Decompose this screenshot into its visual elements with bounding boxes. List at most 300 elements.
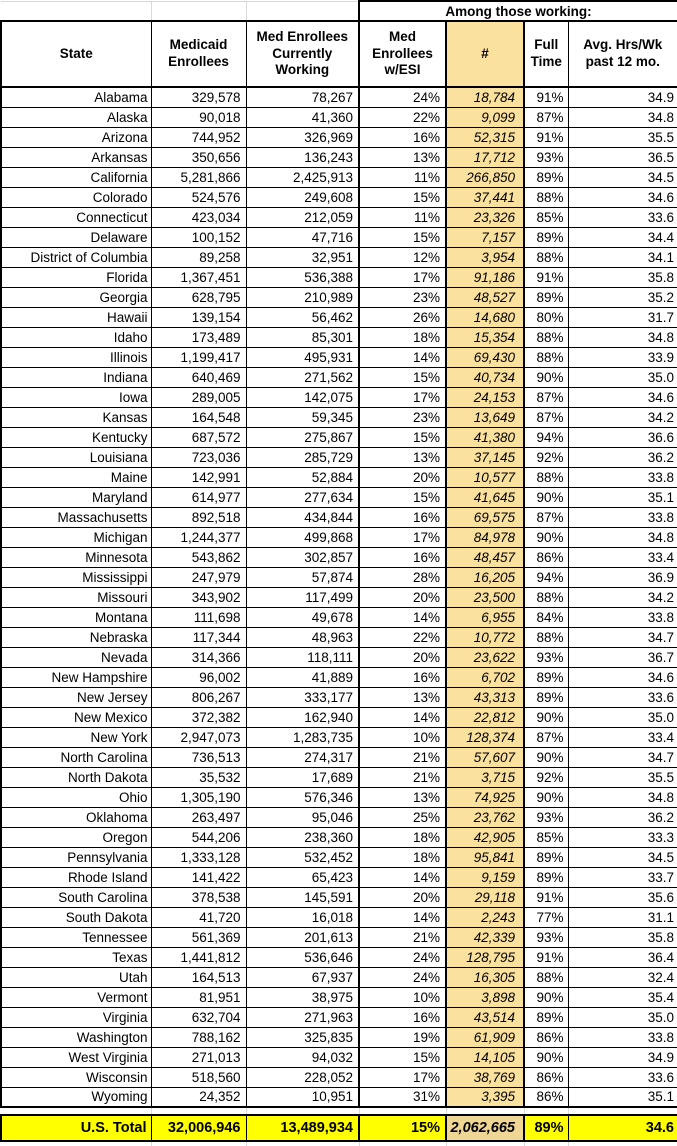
column-header-avg-hrs[interactable]: Avg. Hrs/Wk past 12 mo. [568, 21, 677, 87]
cell-avg-hrs[interactable]: 35.1 [568, 487, 677, 507]
cell-medicaid-enrollees[interactable]: 247,979 [151, 567, 246, 587]
cell-full-time-pct[interactable]: 86% [524, 1087, 568, 1107]
cell-avg-hrs[interactable]: 34.7 [568, 627, 677, 647]
cell-full-time-pct[interactable]: 88% [524, 327, 568, 347]
cell-avg-hrs[interactable]: 33.6 [568, 687, 677, 707]
cell-medicaid-enrollees[interactable]: 687,572 [151, 427, 246, 447]
cell-working-count[interactable]: 91,186 [446, 267, 524, 287]
cell-medicaid-enrollees[interactable]: 5,281,866 [151, 167, 246, 187]
total-label[interactable]: U.S. Total [1, 1115, 151, 1141]
cell-esi-pct[interactable]: 20% [359, 587, 446, 607]
cell-medicaid-enrollees[interactable]: 632,704 [151, 1007, 246, 1027]
cell-currently-working[interactable]: 48,963 [246, 627, 359, 647]
cell-working-count[interactable]: 23,500 [446, 587, 524, 607]
cell-full-time-pct[interactable]: 90% [524, 1047, 568, 1067]
cell-state[interactable]: Virginia [1, 1007, 151, 1027]
cell-working-count[interactable]: 14,105 [446, 1047, 524, 1067]
cell-avg-hrs[interactable]: 35.1 [568, 1087, 677, 1107]
cell-medicaid-enrollees[interactable]: 111,698 [151, 607, 246, 627]
cell-avg-hrs[interactable]: 34.6 [568, 387, 677, 407]
cell-esi-pct[interactable]: 14% [359, 347, 446, 367]
cell-working-count[interactable]: 3,954 [446, 247, 524, 267]
cell-esi-pct[interactable]: 15% [359, 227, 446, 247]
cell-working-count[interactable]: 18,784 [446, 87, 524, 107]
cell-avg-hrs[interactable]: 34.2 [568, 587, 677, 607]
cell-state[interactable]: South Carolina [1, 887, 151, 907]
cell-medicaid-enrollees[interactable]: 173,489 [151, 327, 246, 347]
cell-state[interactable]: Wisconsin [1, 1067, 151, 1087]
cell-medicaid-enrollees[interactable]: 96,002 [151, 667, 246, 687]
cell-esi-pct[interactable]: 24% [359, 967, 446, 987]
cell-currently-working[interactable]: 249,608 [246, 187, 359, 207]
cell-avg-hrs[interactable]: 34.7 [568, 747, 677, 767]
cell-full-time-pct[interactable]: 91% [524, 267, 568, 287]
cell-avg-hrs[interactable]: 33.6 [568, 1067, 677, 1087]
cell-working-count[interactable]: 69,575 [446, 507, 524, 527]
column-header-currently-working[interactable]: Med Enrollees Currently Working [246, 21, 359, 87]
cell-esi-pct[interactable]: 28% [359, 567, 446, 587]
cell-medicaid-enrollees[interactable]: 561,369 [151, 927, 246, 947]
cell-full-time-pct[interactable]: 92% [524, 767, 568, 787]
cell-full-time-pct[interactable]: 88% [524, 347, 568, 367]
cell-currently-working[interactable]: 277,634 [246, 487, 359, 507]
cell-medicaid-enrollees[interactable]: 142,991 [151, 467, 246, 487]
cell-esi-pct[interactable]: 20% [359, 467, 446, 487]
cell-avg-hrs[interactable]: 35.8 [568, 267, 677, 287]
cell-currently-working[interactable]: 271,963 [246, 1007, 359, 1027]
cell-full-time-pct[interactable]: 88% [524, 967, 568, 987]
cell-state[interactable]: West Virginia [1, 1047, 151, 1067]
cell-currently-working[interactable]: 495,931 [246, 347, 359, 367]
cell-avg-hrs[interactable]: 34.5 [568, 847, 677, 867]
total-full-time-pct[interactable]: 89% [524, 1115, 568, 1141]
cell-state[interactable]: Iowa [1, 387, 151, 407]
cell-medicaid-enrollees[interactable]: 289,005 [151, 387, 246, 407]
cell-medicaid-enrollees[interactable]: 24,352 [151, 1087, 246, 1107]
cell-medicaid-enrollees[interactable]: 544,206 [151, 827, 246, 847]
cell-full-time-pct[interactable]: 91% [524, 127, 568, 147]
column-header-medicaid-enrollees[interactable]: Medicaid Enrollees [151, 21, 246, 87]
cell-working-count[interactable]: 128,795 [446, 947, 524, 967]
cell-esi-pct[interactable]: 22% [359, 107, 446, 127]
cell-full-time-pct[interactable]: 94% [524, 567, 568, 587]
cell-working-count[interactable]: 37,145 [446, 447, 524, 467]
cell-full-time-pct[interactable]: 87% [524, 727, 568, 747]
cell-full-time-pct[interactable]: 90% [524, 367, 568, 387]
cell-full-time-pct[interactable]: 93% [524, 147, 568, 167]
cell-medicaid-enrollees[interactable]: 314,366 [151, 647, 246, 667]
cell-avg-hrs[interactable]: 34.4 [568, 227, 677, 247]
cell-esi-pct[interactable]: 14% [359, 707, 446, 727]
cell-avg-hrs[interactable]: 35.0 [568, 367, 677, 387]
cell-esi-pct[interactable]: 24% [359, 947, 446, 967]
cell-esi-pct[interactable]: 15% [359, 187, 446, 207]
cell-avg-hrs[interactable]: 35.0 [568, 707, 677, 727]
cell-esi-pct[interactable]: 17% [359, 387, 446, 407]
cell-working-count[interactable]: 38,769 [446, 1067, 524, 1087]
cell-avg-hrs[interactable]: 33.4 [568, 727, 677, 747]
cell-esi-pct[interactable]: 13% [359, 787, 446, 807]
cell-working-count[interactable]: 22,812 [446, 707, 524, 727]
cell-full-time-pct[interactable]: 80% [524, 307, 568, 327]
cell-avg-hrs[interactable]: 33.8 [568, 507, 677, 527]
cell-avg-hrs[interactable]: 36.9 [568, 567, 677, 587]
cell-medicaid-enrollees[interactable]: 81,951 [151, 987, 246, 1007]
cell-avg-hrs[interactable]: 33.8 [568, 607, 677, 627]
cell-working-count[interactable]: 13,649 [446, 407, 524, 427]
cell-state[interactable]: Florida [1, 267, 151, 287]
cell-esi-pct[interactable]: 16% [359, 667, 446, 687]
cell-working-count[interactable]: 41,380 [446, 427, 524, 447]
cell-full-time-pct[interactable]: 84% [524, 607, 568, 627]
cell-state[interactable]: Massachusetts [1, 507, 151, 527]
cell-full-time-pct[interactable]: 88% [524, 247, 568, 267]
cell-full-time-pct[interactable]: 88% [524, 467, 568, 487]
cell-working-count[interactable]: 9,159 [446, 867, 524, 887]
cell-medicaid-enrollees[interactable]: 1,305,190 [151, 787, 246, 807]
cell-avg-hrs[interactable]: 35.6 [568, 887, 677, 907]
cell-working-count[interactable]: 3,395 [446, 1087, 524, 1107]
cell-avg-hrs[interactable]: 33.7 [568, 867, 677, 887]
cell-medicaid-enrollees[interactable]: 1,367,451 [151, 267, 246, 287]
cell-state[interactable]: Arkansas [1, 147, 151, 167]
cell-full-time-pct[interactable]: 89% [524, 1007, 568, 1027]
cell-state[interactable]: Georgia [1, 287, 151, 307]
cell-medicaid-enrollees[interactable]: 614,977 [151, 487, 246, 507]
cell-medicaid-enrollees[interactable]: 100,152 [151, 227, 246, 247]
cell-working-count[interactable]: 42,339 [446, 927, 524, 947]
cell-avg-hrs[interactable]: 35.8 [568, 927, 677, 947]
cell-working-count[interactable]: 43,514 [446, 1007, 524, 1027]
cell-working-count[interactable]: 84,978 [446, 527, 524, 547]
cell-currently-working[interactable]: 333,177 [246, 687, 359, 707]
cell-full-time-pct[interactable]: 94% [524, 427, 568, 447]
cell-full-time-pct[interactable]: 87% [524, 387, 568, 407]
cell-state[interactable]: Nevada [1, 647, 151, 667]
column-header-state[interactable]: State [1, 21, 151, 87]
cell-currently-working[interactable]: 228,052 [246, 1067, 359, 1087]
cell-medicaid-enrollees[interactable]: 543,862 [151, 547, 246, 567]
cell-full-time-pct[interactable]: 92% [524, 447, 568, 467]
cell-avg-hrs[interactable]: 34.9 [568, 1047, 677, 1067]
cell-state[interactable]: New York [1, 727, 151, 747]
cell-medicaid-enrollees[interactable]: 372,382 [151, 707, 246, 727]
cell-esi-pct[interactable]: 25% [359, 807, 446, 827]
cell-medicaid-enrollees[interactable]: 164,548 [151, 407, 246, 427]
cell-currently-working[interactable]: 78,267 [246, 87, 359, 107]
cell-esi-pct[interactable]: 15% [359, 1047, 446, 1067]
cell-esi-pct[interactable]: 16% [359, 547, 446, 567]
cell-currently-working[interactable]: 532,452 [246, 847, 359, 867]
cell-state[interactable]: Alabama [1, 87, 151, 107]
cell-state[interactable]: Illinois [1, 347, 151, 367]
cell-esi-pct[interactable]: 31% [359, 1087, 446, 1107]
cell-state[interactable]: Utah [1, 967, 151, 987]
cell-full-time-pct[interactable]: 88% [524, 187, 568, 207]
cell-full-time-pct[interactable]: 88% [524, 587, 568, 607]
cell-state[interactable]: Rhode Island [1, 867, 151, 887]
column-header-working-count[interactable]: # [446, 21, 524, 87]
cell-working-count[interactable]: 41,645 [446, 487, 524, 507]
cell-state[interactable]: New Jersey [1, 687, 151, 707]
cell-esi-pct[interactable]: 15% [359, 427, 446, 447]
cell-medicaid-enrollees[interactable]: 892,518 [151, 507, 246, 527]
cell-currently-working[interactable]: 95,046 [246, 807, 359, 827]
cell-esi-pct[interactable]: 20% [359, 647, 446, 667]
cell-medicaid-enrollees[interactable]: 524,576 [151, 187, 246, 207]
cell-full-time-pct[interactable]: 89% [524, 687, 568, 707]
cell-esi-pct[interactable]: 18% [359, 847, 446, 867]
cell-working-count[interactable]: 29,118 [446, 887, 524, 907]
cell-esi-pct[interactable]: 14% [359, 867, 446, 887]
cell-medicaid-enrollees[interactable]: 2,947,073 [151, 727, 246, 747]
cell-medicaid-enrollees[interactable]: 263,497 [151, 807, 246, 827]
cell-currently-working[interactable]: 47,716 [246, 227, 359, 247]
cell-esi-pct[interactable]: 17% [359, 527, 446, 547]
cell-full-time-pct[interactable]: 85% [524, 827, 568, 847]
cell-state[interactable]: Hawaii [1, 307, 151, 327]
cell-esi-pct[interactable]: 13% [359, 147, 446, 167]
cell-currently-working[interactable]: 136,243 [246, 147, 359, 167]
cell-working-count[interactable]: 9,099 [446, 107, 524, 127]
cell-currently-working[interactable]: 162,940 [246, 707, 359, 727]
cell-avg-hrs[interactable]: 35.2 [568, 287, 677, 307]
cell-working-count[interactable]: 16,305 [446, 967, 524, 987]
cell-esi-pct[interactable]: 16% [359, 127, 446, 147]
cell-medicaid-enrollees[interactable]: 139,154 [151, 307, 246, 327]
cell-medicaid-enrollees[interactable]: 90,018 [151, 107, 246, 127]
cell-esi-pct[interactable]: 17% [359, 267, 446, 287]
cell-full-time-pct[interactable]: 89% [524, 167, 568, 187]
cell-avg-hrs[interactable]: 36.2 [568, 447, 677, 467]
cell-esi-pct[interactable]: 16% [359, 507, 446, 527]
cell-state[interactable]: Michigan [1, 527, 151, 547]
cell-currently-working[interactable]: 434,844 [246, 507, 359, 527]
cell-medicaid-enrollees[interactable]: 736,513 [151, 747, 246, 767]
cell-state[interactable]: Arizona [1, 127, 151, 147]
cell-medicaid-enrollees[interactable]: 329,578 [151, 87, 246, 107]
cell-working-count[interactable]: 48,527 [446, 287, 524, 307]
cell-esi-pct[interactable]: 21% [359, 767, 446, 787]
cell-full-time-pct[interactable]: 90% [524, 527, 568, 547]
cell-avg-hrs[interactable]: 35.5 [568, 127, 677, 147]
cell-esi-pct[interactable]: 24% [359, 87, 446, 107]
total-working-count[interactable]: 2,062,665 [446, 1115, 524, 1141]
cell-avg-hrs[interactable]: 36.7 [568, 647, 677, 667]
cell-esi-pct[interactable]: 10% [359, 727, 446, 747]
cell-state[interactable]: Delaware [1, 227, 151, 247]
cell-medicaid-enrollees[interactable]: 1,333,128 [151, 847, 246, 867]
cell-esi-pct[interactable]: 11% [359, 207, 446, 227]
cell-state[interactable]: Vermont [1, 987, 151, 1007]
cell-working-count[interactable]: 7,157 [446, 227, 524, 247]
cell-esi-pct[interactable]: 12% [359, 247, 446, 267]
total-medicaid-enrollees[interactable]: 32,006,946 [151, 1115, 246, 1141]
cell-currently-working[interactable]: 275,867 [246, 427, 359, 447]
cell-esi-pct[interactable]: 13% [359, 447, 446, 467]
cell-esi-pct[interactable]: 20% [359, 887, 446, 907]
cell-avg-hrs[interactable]: 33.3 [568, 827, 677, 847]
cell-medicaid-enrollees[interactable]: 89,258 [151, 247, 246, 267]
cell-working-count[interactable]: 24,153 [446, 387, 524, 407]
cell-avg-hrs[interactable]: 32.4 [568, 967, 677, 987]
cell-esi-pct[interactable]: 18% [359, 827, 446, 847]
cell-medicaid-enrollees[interactable]: 628,795 [151, 287, 246, 307]
cell-esi-pct[interactable]: 15% [359, 367, 446, 387]
cell-avg-hrs[interactable]: 34.1 [568, 247, 677, 267]
cell-state[interactable]: Idaho [1, 327, 151, 347]
cell-state[interactable]: Kentucky [1, 427, 151, 447]
cell-medicaid-enrollees[interactable]: 350,656 [151, 147, 246, 167]
cell-full-time-pct[interactable]: 85% [524, 207, 568, 227]
cell-currently-working[interactable]: 67,937 [246, 967, 359, 987]
cell-currently-working[interactable]: 49,678 [246, 607, 359, 627]
cell-medicaid-enrollees[interactable]: 723,036 [151, 447, 246, 467]
cell-currently-working[interactable]: 210,989 [246, 287, 359, 307]
cell-medicaid-enrollees[interactable]: 1,244,377 [151, 527, 246, 547]
cell-currently-working[interactable]: 238,360 [246, 827, 359, 847]
cell-working-count[interactable]: 6,955 [446, 607, 524, 627]
cell-currently-working[interactable]: 41,889 [246, 667, 359, 687]
cell-currently-working[interactable]: 285,729 [246, 447, 359, 467]
cell-working-count[interactable]: 43,313 [446, 687, 524, 707]
cell-state[interactable]: Oregon [1, 827, 151, 847]
cell-currently-working[interactable]: 38,975 [246, 987, 359, 1007]
cell-state[interactable]: Oklahoma [1, 807, 151, 827]
cell-avg-hrs[interactable]: 34.8 [568, 107, 677, 127]
cell-currently-working[interactable]: 326,969 [246, 127, 359, 147]
cell-avg-hrs[interactable]: 33.8 [568, 467, 677, 487]
cell-state[interactable]: Connecticut [1, 207, 151, 227]
cell-medicaid-enrollees[interactable]: 518,560 [151, 1067, 246, 1087]
column-header-enrollees-w-esi[interactable]: Med Enrollees w/ESI [359, 21, 446, 87]
cell-full-time-pct[interactable]: 90% [524, 487, 568, 507]
cell-state[interactable]: New Hampshire [1, 667, 151, 687]
cell-full-time-pct[interactable]: 86% [524, 1067, 568, 1087]
cell-full-time-pct[interactable]: 86% [524, 1027, 568, 1047]
cell-currently-working[interactable]: 85,301 [246, 327, 359, 347]
cell-working-count[interactable]: 10,577 [446, 467, 524, 487]
cell-avg-hrs[interactable]: 35.0 [568, 1007, 677, 1027]
cell-currently-working[interactable]: 2,425,913 [246, 167, 359, 187]
cell-state[interactable]: Washington [1, 1027, 151, 1047]
cell-medicaid-enrollees[interactable]: 141,422 [151, 867, 246, 887]
cell-state[interactable]: Louisiana [1, 447, 151, 467]
cell-currently-working[interactable]: 201,613 [246, 927, 359, 947]
cell-full-time-pct[interactable]: 90% [524, 987, 568, 1007]
cell-avg-hrs[interactable]: 35.4 [568, 987, 677, 1007]
cell-full-time-pct[interactable]: 77% [524, 907, 568, 927]
cell-currently-working[interactable]: 271,562 [246, 367, 359, 387]
cell-medicaid-enrollees[interactable]: 806,267 [151, 687, 246, 707]
cell-working-count[interactable]: 74,925 [446, 787, 524, 807]
cell-currently-working[interactable]: 57,874 [246, 567, 359, 587]
cell-full-time-pct[interactable]: 89% [524, 287, 568, 307]
cell-currently-working[interactable]: 142,075 [246, 387, 359, 407]
cell-state[interactable]: Montana [1, 607, 151, 627]
cell-esi-pct[interactable]: 11% [359, 167, 446, 187]
cell-currently-working[interactable]: 65,423 [246, 867, 359, 887]
cell-state[interactable]: Minnesota [1, 547, 151, 567]
cell-esi-pct[interactable]: 13% [359, 687, 446, 707]
cell-medicaid-enrollees[interactable]: 423,034 [151, 207, 246, 227]
cell-avg-hrs[interactable]: 34.8 [568, 527, 677, 547]
cell-avg-hrs[interactable]: 36.6 [568, 427, 677, 447]
cell-currently-working[interactable]: 536,388 [246, 267, 359, 287]
cell-working-count[interactable]: 15,354 [446, 327, 524, 347]
cell-state[interactable]: Mississippi [1, 567, 151, 587]
cell-full-time-pct[interactable]: 90% [524, 787, 568, 807]
cell-medicaid-enrollees[interactable]: 271,013 [151, 1047, 246, 1067]
cell-esi-pct[interactable]: 23% [359, 407, 446, 427]
cell-state[interactable]: Kansas [1, 407, 151, 427]
cell-currently-working[interactable]: 1,283,735 [246, 727, 359, 747]
cell-currently-working[interactable]: 145,591 [246, 887, 359, 907]
cell-full-time-pct[interactable]: 87% [524, 107, 568, 127]
cell-full-time-pct[interactable]: 91% [524, 887, 568, 907]
cell-esi-pct[interactable]: 10% [359, 987, 446, 1007]
cell-currently-working[interactable]: 212,059 [246, 207, 359, 227]
cell-esi-pct[interactable]: 16% [359, 1007, 446, 1027]
cell-full-time-pct[interactable]: 90% [524, 707, 568, 727]
cell-state[interactable]: Pennsylvania [1, 847, 151, 867]
cell-state[interactable]: California [1, 167, 151, 187]
cell-avg-hrs[interactable]: 31.1 [568, 907, 677, 927]
cell-working-count[interactable]: 14,680 [446, 307, 524, 327]
cell-medicaid-enrollees[interactable]: 744,952 [151, 127, 246, 147]
cell-currently-working[interactable]: 274,317 [246, 747, 359, 767]
cell-state[interactable]: South Dakota [1, 907, 151, 927]
cell-currently-working[interactable]: 41,360 [246, 107, 359, 127]
cell-esi-pct[interactable]: 14% [359, 607, 446, 627]
cell-medicaid-enrollees[interactable]: 164,513 [151, 967, 246, 987]
cell-currently-working[interactable]: 576,346 [246, 787, 359, 807]
cell-currently-working[interactable]: 94,032 [246, 1047, 359, 1067]
cell-full-time-pct[interactable]: 89% [524, 227, 568, 247]
cell-working-count[interactable]: 10,772 [446, 627, 524, 647]
cell-currently-working[interactable]: 499,868 [246, 527, 359, 547]
cell-working-count[interactable]: 23,326 [446, 207, 524, 227]
cell-state[interactable]: Colorado [1, 187, 151, 207]
cell-esi-pct[interactable]: 26% [359, 307, 446, 327]
cell-esi-pct[interactable]: 15% [359, 487, 446, 507]
cell-esi-pct[interactable]: 21% [359, 927, 446, 947]
cell-working-count[interactable]: 23,622 [446, 647, 524, 667]
cell-full-time-pct[interactable]: 89% [524, 867, 568, 887]
cell-full-time-pct[interactable]: 91% [524, 87, 568, 107]
cell-working-count[interactable]: 40,734 [446, 367, 524, 387]
cell-currently-working[interactable]: 118,111 [246, 647, 359, 667]
cell-state[interactable]: Indiana [1, 367, 151, 387]
group-header-among-those-working[interactable]: Among those working: [359, 1, 677, 21]
cell-full-time-pct[interactable]: 86% [524, 547, 568, 567]
cell-full-time-pct[interactable]: 91% [524, 947, 568, 967]
cell-working-count[interactable]: 3,898 [446, 987, 524, 1007]
cell-full-time-pct[interactable]: 90% [524, 747, 568, 767]
cell-working-count[interactable]: 23,762 [446, 807, 524, 827]
cell-working-count[interactable]: 3,715 [446, 767, 524, 787]
cell-esi-pct[interactable]: 19% [359, 1027, 446, 1047]
cell-avg-hrs[interactable]: 34.5 [568, 167, 677, 187]
cell-avg-hrs[interactable]: 34.8 [568, 787, 677, 807]
cell-working-count[interactable]: 128,374 [446, 727, 524, 747]
cell-full-time-pct[interactable]: 89% [524, 667, 568, 687]
cell-state[interactable]: Nebraska [1, 627, 151, 647]
cell-working-count[interactable]: 52,315 [446, 127, 524, 147]
cell-medicaid-enrollees[interactable]: 788,162 [151, 1027, 246, 1047]
cell-full-time-pct[interactable]: 87% [524, 507, 568, 527]
cell-currently-working[interactable]: 10,951 [246, 1087, 359, 1107]
